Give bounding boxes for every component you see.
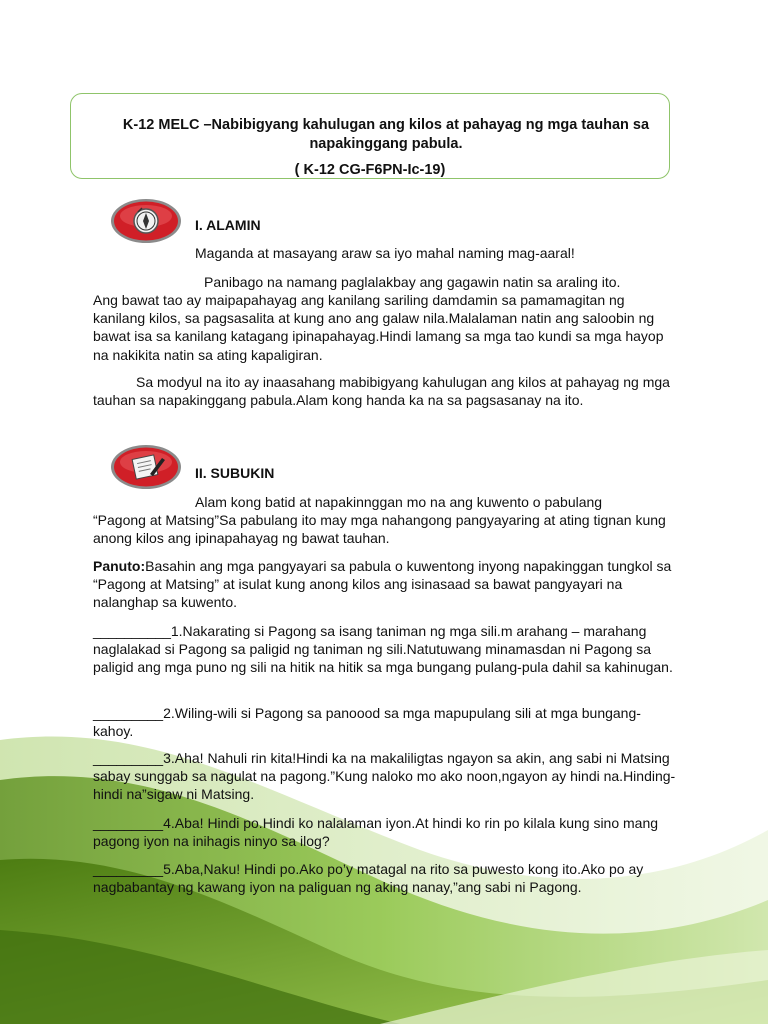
- alamin-para1-indent: Panibago na namang paglalakbay ang gagawin natin sa araling ito.: [204, 274, 621, 290]
- pen-paper-icon: [110, 444, 182, 490]
- panuto-instructions: [93, 557, 677, 612]
- alamin-para1: Ang bawat tao ay maipapahayag ang kanilang sariling damdamin sa pamamagitan ng kanilang kilos, sa pagsasalita at kung ano ang galaw nila.Malalaman natin ang saloobin ng bawat isa sa kanilang katagang ipinapahayag.Hindi lamang sa mga tao kundi sa mga hayop na nakikita natin sa ating kapaligiran.: [93, 292, 664, 363]
- header-competency: K-12 MELC –Nabibigyang kahulugan ang kilos at pahayag ng mga tauhan sa napakinggang pabula.: [122, 117, 650, 152]
- subukin-para1: “Pagong at Matsing”Sa pabulang ito may mga nahangong pangyayaring at ating tignan kung anong kilos ang ipinapahayag ng bawat tauhan.: [93, 512, 666, 547]
- list-item: _________2.Wiling-wili si Pagong sa panoood sa mga mapupulang sili at mga bungang-kahoy.: [93, 705, 641, 740]
- subukin-para1-indent: Alam kong batid at napakinnggan mo na ang kuwento o pabulang: [195, 494, 603, 510]
- list-item: _________4.Aba! Hindi po.Hindi ko nalalaman iyon.At hindi ko rin po kilala kung sino mang pagong iyon na inihagis ninyo sa ilog?: [93, 815, 659, 850]
- section-title-alamin: I. ALAMIN: [195, 217, 261, 233]
- header-code: ( K-12 CG-F6PN-Ic-19): [294, 162, 446, 178]
- section-title-subukin: II. SUBUKIN: [195, 465, 275, 481]
- alamin-para2: Sa modyul na ito ay inaasahang mabibigyang kahulugan ang kilos at pahayag ng mga tauhan sa napakinggang pabula.Alam kong handa ka na sa pagsasanay na ito.: [93, 374, 670, 409]
- compass-icon: [110, 198, 182, 244]
- panuto-text: Basahin ang mga pangyayari sa pabula o kuwentong inyong napakinggan tungkol sa “Pagong at Matsing” at isulat kung anong kilos ang isinasaad sa bawat pangyayari na nalanghap sa kuwento.: [93, 558, 672, 611]
- alamin-greeting: Maganda at masayang araw sa iyo mahal naming mag-aaral!: [195, 245, 575, 261]
- panuto-label: Panuto:: [93, 558, 146, 574]
- list-item: __________1.Nakarating si Pagong sa isang taniman ng mga sili.m arahang – marahang naglalakad si Pagong sa paligid ng taniman ng sili.Natutuwang minamasdan ni Pagong sa paligid ang mga puno ng sili na hitik na hitik sa mga bungang pulang-pula dahil sa kahinugan.: [93, 623, 673, 676]
- list-item: _________5.Aba,Naku! Hindi po.Ako po’y matagal na rito sa puwesto kong ito.Ako po ay nagbabantay ng kawang iyon na paliguan ng aking nanay,”ang sabi ni Pagong.: [93, 861, 644, 896]
- list-item: _________3.Aha! Nahuli rin kita!Hindi ka na makaliligtas ngayon sa akin, ang sabi ni Matsing sabay sunggab sa nagulat na pagong.”Kung naloko mo ako noon,ngayon ay hindi na.Hinding-hindi na”sigaw ni Matsing.: [93, 750, 676, 803]
